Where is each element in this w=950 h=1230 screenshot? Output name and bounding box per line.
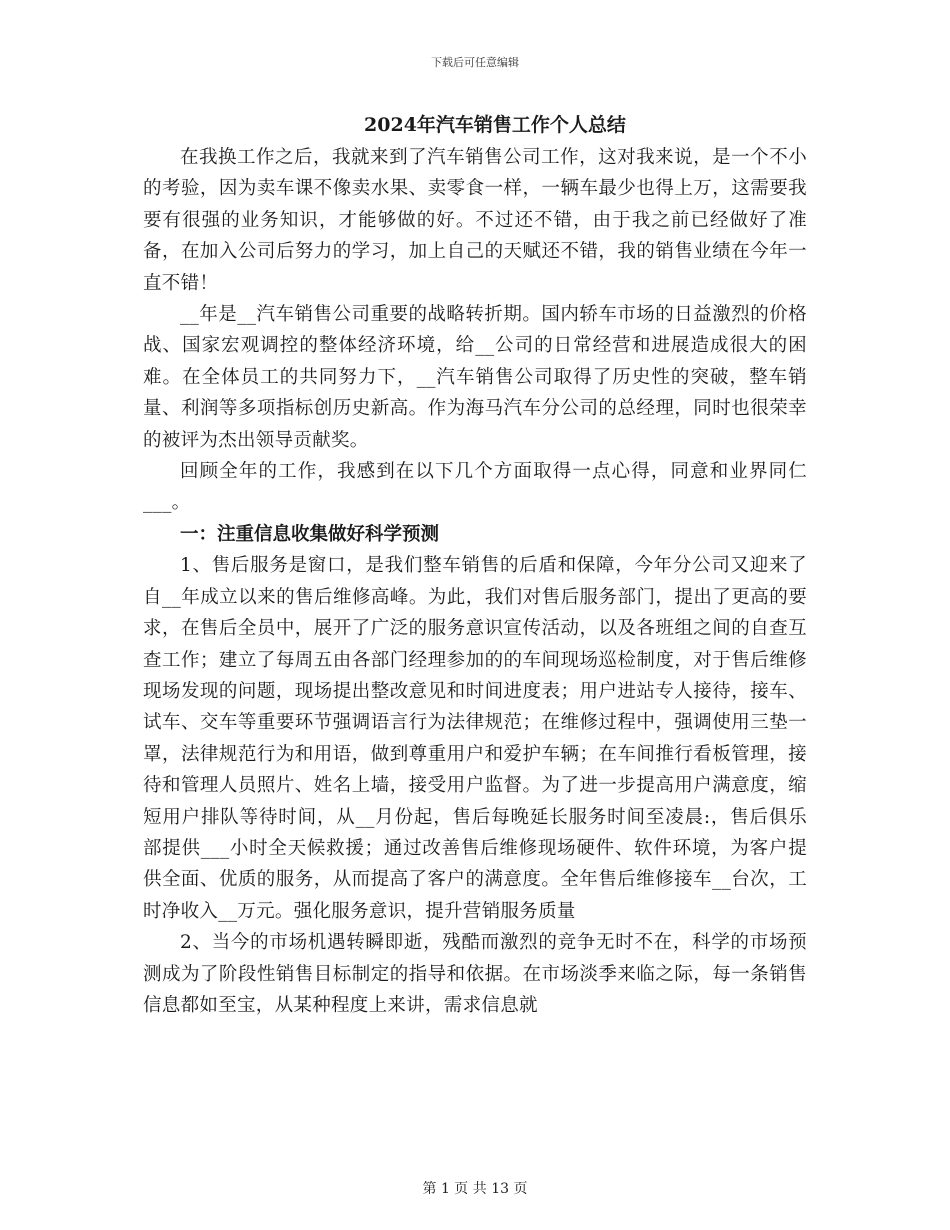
- paragraph-strategy: __年是__汽车销售公司重要的战略转折期。国内轿车市场的日益激烈的价格战、国家宏观调控的整体经济环境，给__公司的日常经营和进展造成很大的困难。在全体员工的共同努力下，__汽车销售公司取得了历史性的突破，整车销量、利润等多项指标创历史新高。作为海马汽车分公司的总经理，同时也很荣幸的被评为杰出领导贡献奖。: [143, 304, 807, 451]
- paragraph-after-sales: 1、售后服务是窗口，是我们整车销售的后盾和保障，今年分公司又迎来了自__年成立以来的售后维修高峰。为此，我们对售后服务部门，提出了更高的要求，在售后全员中，展开了广泛的服务意识宣传活动，以及各班组之间的自查互查工作；建立了每周五由各部门经理参加的的车间现场巡检制度，对于售后维修现场发现的问题，现场提出整改意见和时间进度表；用户进站专人接待，接车、试车、交车等重要环节强调语言行为法律规范；在维修过程中，强调使用三垫一罩，法律规范行为和用语，做到尊重用户和爱护车辆；在车间推行看板管理，接待和管理人员照片、姓名上墙，接受用户监督。为了进一步提高用户满意度，缩短用户排队等待时间，从__月份起，售后每晚延长服务时间至凌晨:，售后俱乐部提供___小时全天候救援；通过改善售后维修现场硬件、软件环境，为客户提供全面、优质的服务，从而提高了客户的满意度。全年售后维修接车__台次，工时净收入__万元。强化服务意识，提升营销服务质量: [143, 555, 807, 922]
- paragraph-review: 回顾全年的工作，我感到在以下几个方面取得一点心得，同意和业界同仁___。: [143, 461, 807, 514]
- document-body: [143, 108, 807, 1021]
- section-heading: 一：注重信息收集做好科学预测: [180, 523, 440, 545]
- paragraph-intro: 在我换工作之后，我就来到了汽车销售公司工作，这对我来说，是一个不小的考验，因为卖车课不像卖水果、卖零食一样，一辆车最少也得上万，这需要我要有很强的业务知识，才能够做的好。不过还不错，由于我之前已经做好了准备，在加入公司后努力的学习，加上自己的天赋还不错，我的销售业绩在今年一直不错！: [143, 147, 807, 294]
- paragraph-market-forecast: 2、当今的市场机遇转瞬即逝，残酷而激烈的竞争无时不在，科学的市场预测成为了阶段性销售目标制定的指导和依据。在市场淡季来临之际，每一条销售信息都如至宝，从某种程度上来讲，需求信息就: [143, 932, 807, 1016]
- page-header-note: 下载后可任意编辑: [431, 56, 519, 69]
- document-title: 2024年汽车销售工作个人总结: [364, 114, 626, 136]
- page-number: 第 1 页 共 13 页: [422, 1181, 528, 1197]
